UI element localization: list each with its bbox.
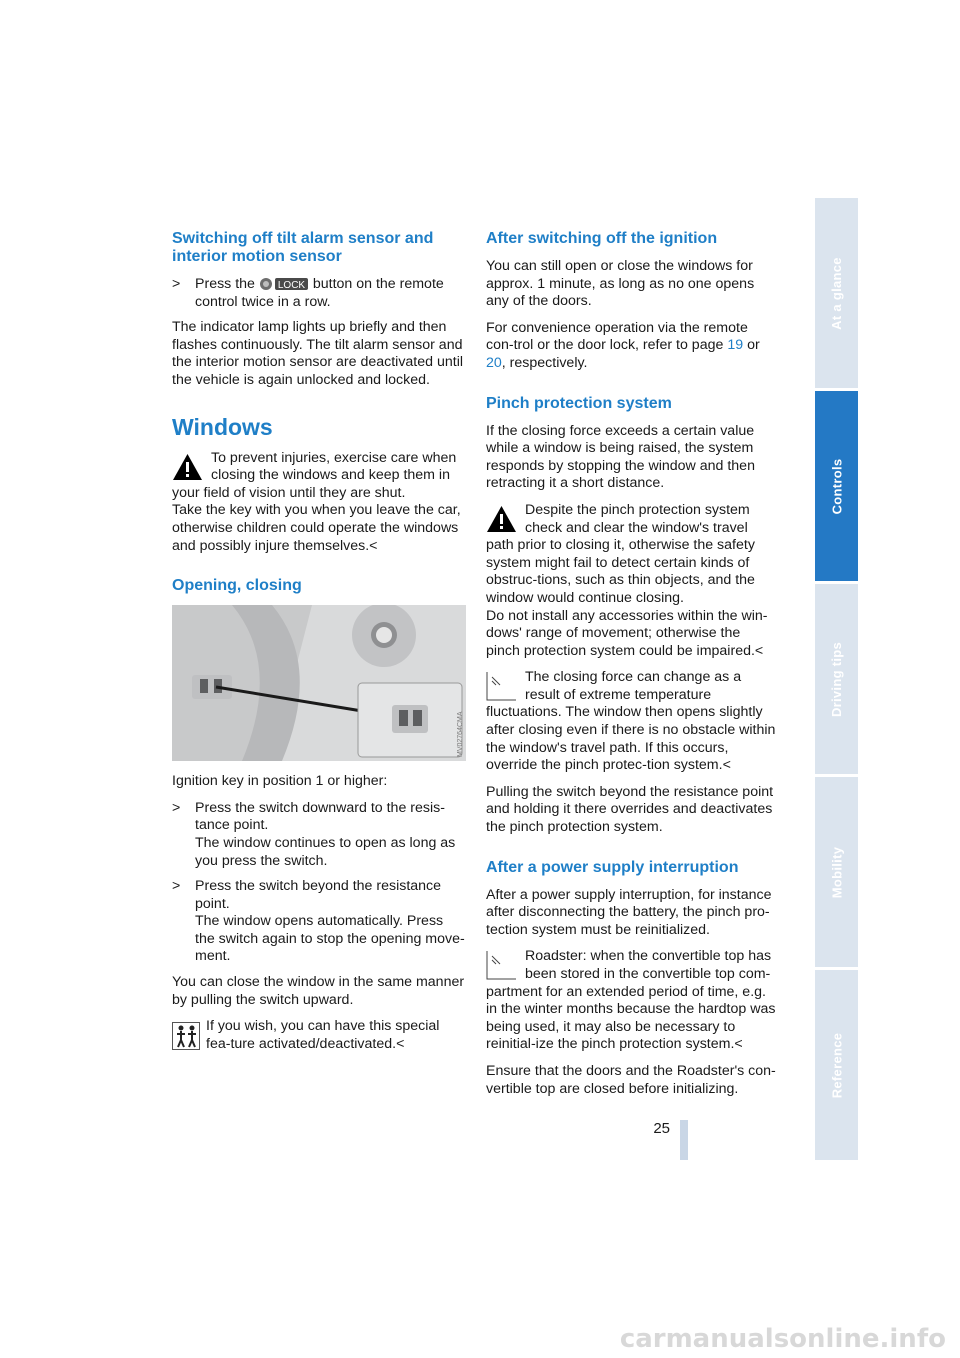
power-p2: Ensure that the doors and the Roadster's con-vertible top are closed before initializing. xyxy=(486,1062,776,1097)
tab-controls[interactable]: Controls xyxy=(815,391,858,581)
service-person-icon xyxy=(172,1022,200,1050)
page-number-bar xyxy=(680,1120,688,1160)
page-link-20[interactable]: 20 xyxy=(486,354,502,371)
lock-button-icon xyxy=(259,277,309,291)
chapter-sidebar xyxy=(815,198,858,1160)
open-bullet-1: > Press the switch downward to the resis-tance point. The window continues to open as long as you press the switch. xyxy=(172,799,456,869)
windows-warning: To prevent injuries, exercise care when closing the windows and keep them in your field of vision until they are shut. Take the key with you when you leave the car, otherwise children could operate the windows and possibly injure themselves.< xyxy=(172,449,461,554)
ignition-text: Ignition key in position 1 or higher: xyxy=(172,773,388,790)
pinch-note: The closing force can change as a result of extreme temperature fluctuations. The window then opens slightly after closing even if there is no obstacle within the window's travel path. If this occurs, override the pinch protec-tion system.< xyxy=(486,669,776,774)
left-column xyxy=(172,230,466,1062)
svg-text:LOCK: LOCK xyxy=(277,280,306,291)
pinch-p1: If the closing force exceeds a certain value while a window is being raised, the system responds by stopping the window and then retracting it a short distance. xyxy=(486,422,755,492)
after-ignition-p1: You can still open or close the windows for approx. 1 minute, as long as no one opens any of the doors. xyxy=(486,258,755,310)
after-ignition-p2: For convenience operation via the remote con-trol or the door lock, refer to page 19 or 20, respectively. xyxy=(486,319,760,371)
note-icon xyxy=(486,950,517,980)
page-link-19[interactable]: 19 xyxy=(727,337,744,354)
heading-pinch-protection: Pinch protection system xyxy=(486,394,672,412)
open-bullet-2: > Press the switch beyond the resistance point. The window opens automatically. Press the switch again to stop the opening move-ment. xyxy=(172,878,465,965)
tab-mobility[interactable]: Mobility xyxy=(815,777,858,967)
pinch-p2: Pulling the switch beyond the resistance point and holding it there overrides and deactivates the pinch protection system. xyxy=(486,783,774,836)
special-feature-note: If you wish, you can have this special fea-ture activated/deactivated.< xyxy=(172,1018,466,1053)
heading-opening-closing: Opening, closing xyxy=(172,577,302,595)
pinch-warning: Despite the pinch protection system check and clear the window's travel path prior to closing it, otherwise the safety system might fail to detect certain kinds of obstruc-tions, such as thin objects, and the window would continue closing. Do not install any accessories within the win-dows' range of movement; otherwise the pinch protection system could be impaired.< xyxy=(486,501,768,659)
heading-tilt-alarm: Switching off tilt alarm sensor and interior motion sensor xyxy=(172,230,434,265)
heading-windows: Windows xyxy=(172,413,273,440)
window-switch-illustration xyxy=(172,605,466,761)
watermark: carmanualsonline.info xyxy=(619,1324,946,1354)
tilt-bullet: > Press the LOCK button on the remote control twice in a row. xyxy=(172,276,444,310)
right-column xyxy=(486,230,778,1107)
bullet-marker: > xyxy=(172,276,181,292)
heading-after-ignition: After switching off the ignition xyxy=(486,230,718,247)
heading-power-interruption: After a power supply interruption xyxy=(486,858,739,876)
warning-triangle-icon xyxy=(172,452,203,482)
svg-text:MV02764CMA: MV02764CMA xyxy=(457,711,464,758)
page-number: 25 xyxy=(653,1120,670,1137)
power-note: Roadster: when the convertible top has been stored in the convertible top com-partment for an extended period of time, e.g. in the winter months because the hardtop was being used, it may also be necessary to reinitial-ize the pinch protection system.< xyxy=(486,948,776,1053)
note-icon xyxy=(486,671,517,701)
close-paragraph: You can close the window in the same manner by pulling the switch upward. xyxy=(172,974,465,1008)
power-p1: After a power supply interruption, for instance after disconnecting the battery, the pinch pro-tection system must be reinitialized. xyxy=(486,886,772,938)
tab-at-a-glance[interactable]: At a glance xyxy=(815,198,858,388)
tilt-paragraph: The indicator lamp lights up briefly and then flashes continuously. The tilt alarm sensor and the interior motion sensor are deactivated until the vehicle is again unlocked and locked. xyxy=(172,319,464,388)
warning-triangle-icon xyxy=(486,504,517,534)
tab-driving-tips[interactable]: Driving tips xyxy=(815,584,858,774)
tab-reference[interactable]: Reference xyxy=(815,970,858,1160)
